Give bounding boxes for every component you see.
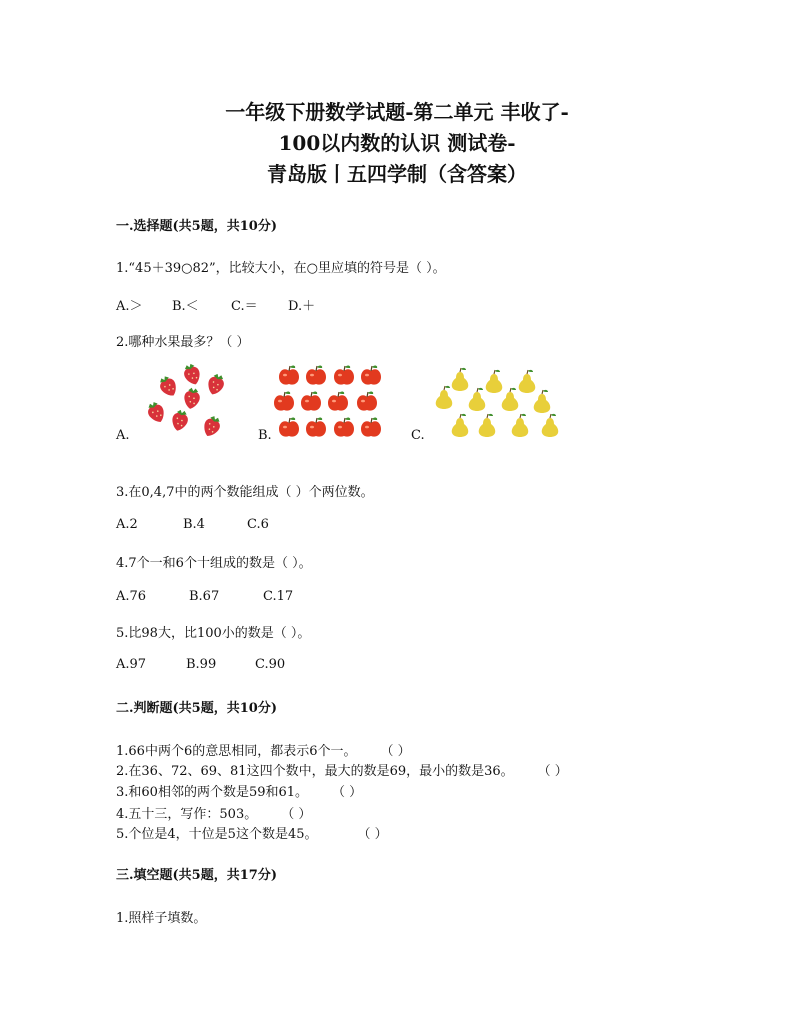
pear-icon bbox=[436, 386, 453, 409]
answer-bracket: （ ） bbox=[380, 744, 411, 759]
apple-icon bbox=[361, 417, 381, 436]
option-b: B.99 bbox=[186, 657, 217, 672]
question-text: 2.哪种水果最多？（ ） bbox=[116, 335, 250, 350]
judge-item bbox=[116, 740, 411, 759]
option-c: C. bbox=[411, 428, 425, 443]
judge-item bbox=[116, 760, 568, 779]
strawberry-group-image bbox=[140, 362, 240, 442]
pear-group-image bbox=[432, 368, 562, 443]
apple-icon bbox=[334, 417, 354, 436]
strawberry-icon bbox=[145, 400, 168, 426]
pear-icon bbox=[469, 388, 486, 411]
strawberry-icon bbox=[200, 414, 223, 440]
judge-item-text: 2.在36、72、69、81这四个数中，最大的数是69，最小的数是36。 bbox=[116, 764, 514, 779]
option-a: A.＞ bbox=[116, 299, 143, 314]
strawberry-icon bbox=[181, 362, 203, 387]
option-a: A.2 bbox=[116, 517, 138, 532]
section-heading-judge: 二.判断题(共5题，共10分) bbox=[116, 701, 277, 716]
strawberry-icon bbox=[182, 387, 201, 410]
pear-icon bbox=[479, 414, 496, 437]
pear-icon bbox=[486, 370, 503, 393]
question-text: 1.照样子填数。 bbox=[116, 911, 207, 926]
apple-icon bbox=[328, 391, 348, 410]
option-b: B.67 bbox=[189, 589, 220, 604]
judge-item-text: 1.66中两个6的意思相同，都表示6个一。 bbox=[116, 744, 357, 759]
option-d: D.＋ bbox=[288, 299, 316, 314]
judge-item bbox=[116, 781, 362, 800]
option-c: C.90 bbox=[255, 657, 286, 672]
judge-item bbox=[116, 803, 311, 822]
answer-bracket: （ ） bbox=[332, 785, 363, 800]
question-text: 3.在0,4,7中的两个数能组成（ ）个两位数。 bbox=[116, 485, 374, 500]
apple-icon bbox=[334, 365, 354, 384]
pear-icon bbox=[542, 414, 559, 437]
option-b: B. bbox=[258, 428, 272, 443]
apple-icon bbox=[279, 417, 299, 436]
apple-icon bbox=[306, 417, 326, 436]
strawberry-icon bbox=[156, 373, 180, 399]
apple-icon bbox=[306, 365, 326, 384]
title-line-2: 100以内数的认识 测试卷- bbox=[278, 131, 516, 155]
apple-icon bbox=[279, 365, 299, 384]
title-line-3: 青岛版丨五四学制（含答案） bbox=[267, 162, 527, 186]
section-heading-fill: 三.填空题(共5题，共17分) bbox=[116, 868, 277, 883]
judge-item-text: 3.和60相邻的两个数是59和61。 bbox=[116, 785, 309, 800]
option-c: C.17 bbox=[263, 589, 294, 604]
answer-bracket: （ ） bbox=[281, 807, 312, 822]
option-b: B.＜ bbox=[172, 299, 199, 314]
strawberry-icon bbox=[170, 408, 190, 432]
judge-item bbox=[116, 823, 388, 842]
apple-icon bbox=[274, 391, 294, 410]
question-text: 5.比98大，比100小的数是（ ）。 bbox=[116, 626, 311, 641]
apple-icon bbox=[357, 391, 377, 410]
pear-icon bbox=[534, 390, 551, 413]
pear-icon bbox=[502, 388, 519, 411]
question-text: 4.7个一和6个十组成的数是（ ）。 bbox=[116, 556, 312, 571]
apple-icon bbox=[361, 365, 381, 384]
section-heading-choice: 一.选择题(共5题，共10分) bbox=[116, 219, 277, 234]
title-line-1: 一年级下册数学试题-第二单元 丰收了- bbox=[225, 100, 569, 124]
option-a: A. bbox=[116, 428, 130, 443]
pear-icon bbox=[452, 368, 469, 391]
judge-item-text: 5.个位是4，十位是5这个数是45。 bbox=[116, 827, 318, 842]
pear-icon bbox=[452, 414, 469, 437]
pear-icon bbox=[512, 414, 529, 437]
question-text: 1.“45＋39○82”，比较大小，在○里应填的符号是（ ）。 bbox=[116, 261, 446, 276]
pear-icon bbox=[519, 370, 536, 393]
option-c: C.6 bbox=[247, 517, 269, 532]
answer-bracket: （ ） bbox=[537, 764, 568, 779]
apple-icon bbox=[301, 391, 321, 410]
judge-item-text: 4.五十三，写作：503。 bbox=[116, 807, 258, 822]
option-a: A.97 bbox=[116, 657, 147, 672]
apple-group-image bbox=[274, 364, 384, 439]
strawberry-icon bbox=[205, 372, 227, 397]
option-b: B.4 bbox=[183, 517, 205, 532]
option-a: A.76 bbox=[116, 589, 147, 604]
option-c: C.＝ bbox=[231, 299, 258, 314]
answer-bracket: （ ） bbox=[357, 827, 388, 842]
